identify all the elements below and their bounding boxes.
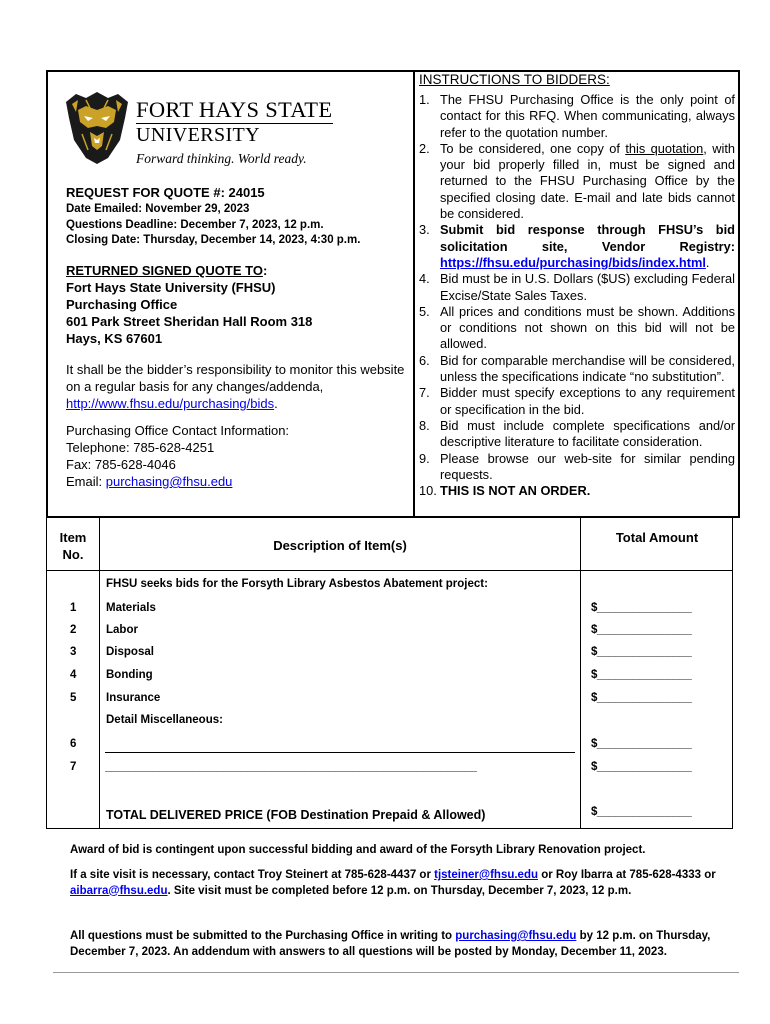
- questions-note: All questions must be submitted to the Purchasing Office in writing to purchasing@fhsu.edu by 12 p.m. on Thursday, December 7, 2023. An addendum with answers to all questions will be posted by Monday, December 11, 2023.: [70, 930, 711, 958]
- instruction-item: 9. Please browse our web-site for similar pending requests.: [419, 450, 735, 482]
- university-name-line2: UNIVERSITY: [136, 124, 260, 146]
- instructions-list: [419, 92, 735, 499]
- instruction-item: 3. Submit bid response through FHSU’s bid solicitation site, Vendor Registry: https://fhsu.edu/purchasing/bids/index.html.: [419, 222, 735, 270]
- return-title: RETURNED SIGNED QUOTE TO: [66, 263, 263, 278]
- amount-field[interactable]: $________________: [591, 624, 692, 636]
- table-border-left: [46, 518, 47, 828]
- col-header-item: Item No.: [59, 530, 87, 562]
- monitor-end: .: [274, 396, 278, 411]
- misc-label: Detail Miscellaneous:: [106, 714, 223, 726]
- instruction-item: 4. Bid must be in U.S. Dollars ($US) excluding Federal Excise/State Sales Taxes.: [419, 271, 735, 303]
- contact-info: [66, 422, 289, 490]
- award-note: Award of bid is contingent upon successful bidding and award of the Forsyth Library Renovation project.: [70, 844, 646, 856]
- instruction-item: 10. THIS IS NOT AN ORDER.: [419, 483, 591, 499]
- amount-field[interactable]: $________________: [591, 692, 692, 704]
- table-border-right: [732, 518, 733, 828]
- purchasing-email-link[interactable]: purchasing@fhsu.edu: [455, 930, 577, 942]
- return-line1: Fort Hays State University (FHSU): [66, 280, 276, 295]
- amount-field[interactable]: $________________: [591, 646, 692, 658]
- tiger-logo: [64, 88, 130, 166]
- instruction-item: 5. All prices and conditions must be shown. Additions or conditions not shown on this bid will not be allowed.: [419, 303, 735, 352]
- rfq-number: REQUEST FOR QUOTE #: 24015: [66, 185, 265, 200]
- table-border-bottom: [46, 828, 733, 829]
- misc-line-6[interactable]: [105, 752, 575, 753]
- table-col-divider-2: [580, 518, 581, 828]
- site-visit-note: If a site visit is necessary, contact Troy Steinert at 785-628-4437 or tjsteiner@fhsu.edu or Roy Ibarra at 785-628-4333 or aibarra@fhsu.edu. Site visit must be completed before 12 p.m. on Thursday, December 7, 2023, 12 p.m.: [70, 869, 716, 897]
- bids-link[interactable]: http://www.fhsu.edu/purchasing/bids: [66, 396, 275, 411]
- monitor-paragraph: [66, 361, 406, 412]
- return-line2: Purchasing Office: [66, 297, 178, 312]
- header-divider: [413, 70, 415, 518]
- date-emailed: Date Emailed: November 29, 2023: [66, 203, 250, 215]
- footer-rule: [53, 972, 739, 973]
- instruction-item: 7. Bidder must specify exceptions to any requirement or specification in the bid.: [419, 385, 735, 417]
- return-address: [66, 262, 312, 347]
- instruction-item: 6. Bid for comparable merchandise will be considered, unless the specifications indicate “no substitution”.: [419, 352, 735, 385]
- contact-telephone: Telephone: 785-628-4251: [66, 440, 215, 455]
- contact-email-link[interactable]: purchasing@fhsu.edu: [105, 474, 233, 489]
- instruction-item: 2. To be considered, one copy of this quotation, with your bid properly filled in, must be signed and returned to the FHSU Purchasing Office by the specified closing date. E-mail and late bids cannot be considered.: [419, 140, 735, 222]
- instructions-title: INSTRUCTIONS TO BIDDERS:: [419, 72, 610, 87]
- amount-field[interactable]: $________________: [591, 761, 692, 773]
- return-line3: 601 Park Street Sheridan Hall Room 318: [66, 314, 313, 329]
- col-header-total: Total Amount: [615, 530, 699, 545]
- amount-field[interactable]: $________________: [591, 738, 692, 750]
- vendor-registry-link[interactable]: https://fhsu.edu/purchasing/bids/index.html: [440, 254, 706, 270]
- contact-title: Purchasing Office Contact Information:: [66, 423, 290, 438]
- misc-line-7[interactable]: _______________________________________________________________: [105, 761, 477, 773]
- aibarra-email-link[interactable]: aibarra@fhsu.edu: [70, 884, 168, 897]
- total-amount-field[interactable]: $________________: [591, 806, 692, 818]
- instruction-item: 8. Bid must include complete specifications and/or descriptive literature to facilitate consideration.: [419, 417, 735, 450]
- contact-email-label: Email:: [66, 474, 106, 489]
- table-header-line: [46, 570, 733, 571]
- closing-date: Closing Date: Thursday, December 14, 2023, 4:30 p.m.: [66, 234, 361, 246]
- questions-deadline: Questions Deadline: December 7, 2023, 12 p.m.: [66, 219, 324, 231]
- monitor-text: It shall be the bidder’s responsibility to monitor this website on a regular basis for any changes/addenda,: [66, 362, 405, 394]
- instruction-item: 1. The FHSU Purchasing Office is the only point of contact for this RFQ. When communicating, always refer to the quotation number.: [419, 92, 735, 140]
- total-label: TOTAL DELIVERED PRICE (FOB Destination Prepaid & Allowed): [106, 808, 486, 822]
- table-intro: FHSU seeks bids for the Forsyth Library Asbestos Abatement project:: [106, 578, 488, 590]
- amount-field[interactable]: $________________: [591, 669, 692, 681]
- return-title-colon: :: [262, 263, 268, 278]
- return-line4: Hays, KS 67601: [66, 331, 163, 346]
- tjsteiner-email-link[interactable]: tjsteiner@fhsu.edu: [434, 869, 539, 881]
- amount-field[interactable]: $________________: [591, 602, 692, 614]
- university-name-line1: FORT HAYS STATE: [136, 97, 333, 122]
- table-col-divider-1: [99, 518, 100, 828]
- university-tagline: Forward thinking. World ready.: [136, 151, 307, 166]
- col-header-description: Description of Item(s): [273, 538, 407, 553]
- contact-fax: Fax: 785-628-4046: [66, 457, 176, 472]
